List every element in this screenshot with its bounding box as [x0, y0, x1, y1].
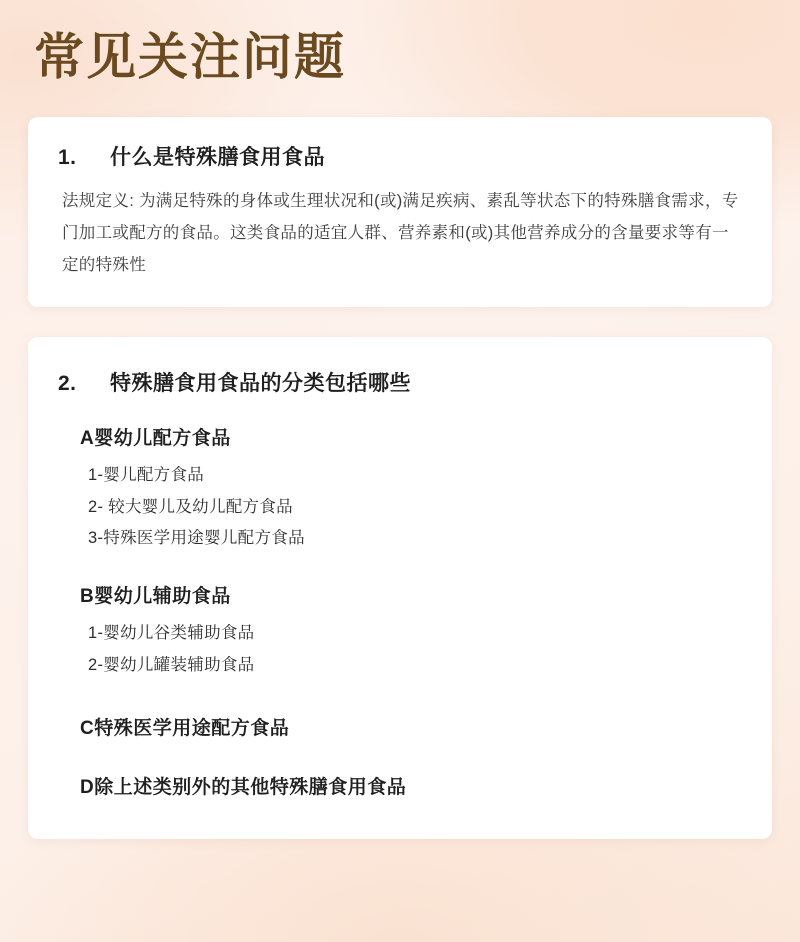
- list-item: 3-特殊医学用途婴儿配方食品: [88, 529, 305, 548]
- list-item: 1-婴儿配方食品: [88, 466, 205, 485]
- category-a-title: A婴幼儿配方食品: [80, 428, 231, 450]
- category-a-items: [80, 460, 742, 555]
- category-b-items: [80, 618, 742, 681]
- category-c-title: C特殊医学用途配方食品: [80, 718, 290, 740]
- list-item: 2- 较大婴儿及幼儿配方食品: [88, 497, 293, 516]
- question-card-2: [28, 337, 772, 839]
- question-1-body: 法规定义: 为满足特殊的身体或生理状况和(或)满足疾病、素乱等状态下的特殊膳食需求，专门加工或配方的食品。这类食品的适宜人群、营养素和(或)其他营养成分的含量要求等有一定的特殊性: [62, 191, 739, 274]
- list-item: 2-婴幼儿罐装辅助食品: [88, 655, 255, 674]
- page-title: 常见关注问题: [34, 29, 346, 85]
- list-item: 1-婴幼儿谷类辅助食品: [88, 624, 255, 643]
- question-1-header: [58, 141, 742, 171]
- question-1-heading: 什么是特殊膳食用食品: [110, 145, 325, 169]
- category-block-a: [58, 423, 742, 555]
- question-2-number: 2.: [58, 372, 77, 396]
- question-card-1: [28, 117, 772, 308]
- category-block-c: [58, 713, 742, 740]
- question-2-header: [58, 367, 742, 397]
- category-d-title: D除上述类别外的其他特殊膳食用食品: [80, 777, 407, 799]
- category-block-b: [58, 581, 742, 681]
- category-block-d: [58, 772, 742, 799]
- category-b-title: B婴幼儿辅助食品: [80, 586, 231, 608]
- question-1-number: 1.: [58, 145, 77, 169]
- question-2-heading: 特殊膳食用食品的分类包括哪些: [110, 372, 411, 396]
